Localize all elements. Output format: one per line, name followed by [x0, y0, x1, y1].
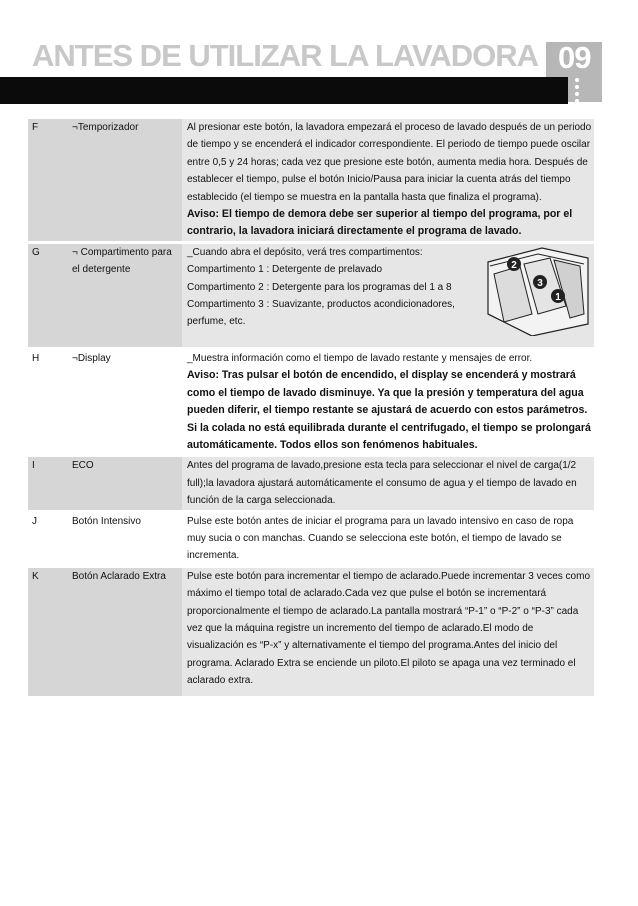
- row-code: K: [28, 568, 68, 696]
- row-description: [182, 568, 594, 696]
- row-description: [182, 457, 594, 509]
- row-code: I: [28, 457, 68, 509]
- row-name: ¬Display: [72, 352, 111, 364]
- detergent-drawer-image: [480, 244, 592, 336]
- svg-text:1: 1: [555, 291, 561, 303]
- row-name: ECO: [68, 457, 182, 509]
- row-description-text: Pulse este botón antes de iniciar el programa para un lavado intensivo en caso de ropa muy sucia o con manchas. Cuando se selecciona este botón, el tiempo de lavado se incrementa.: [187, 515, 574, 562]
- row-name: ¬ Compartimento para el detergente: [68, 244, 182, 347]
- table-row: [28, 568, 594, 696]
- row-code: H: [32, 352, 40, 364]
- row-description: [182, 513, 594, 565]
- row-description-text: _Muestra información como el tiempo de lavado restante y mensajes de error.: [187, 352, 533, 364]
- row-description-line: Compartimento 3 : Suavizante, productos acondicionadores, perfume, etc.: [187, 299, 455, 328]
- row-warning: Aviso: Tras pulsar el botón de encendido, el display se encenderá y mostrará como el tiempo de lavado disminuye. Ya que la presión y temperatura del agua pueden diferir, el tiempo restante se ajustará de acuerdo con estos parámetros. Si la colada no está equilibrada durante el centrifugado, el tiempo se prolongará automáticamente. Todos ellos son fenómenos habituales.: [187, 369, 591, 451]
- row-name: ¬Temporizador: [68, 119, 182, 241]
- table-row: [28, 457, 594, 509]
- table-row: [28, 119, 594, 241]
- row-code: J: [32, 515, 37, 527]
- row-description: [182, 244, 594, 347]
- row-name: Botón Aclarado Extra: [68, 568, 182, 696]
- row-code: F: [28, 119, 68, 241]
- row-description: [182, 350, 594, 454]
- table-row: [28, 244, 594, 347]
- row-description-text: Antes del programa de lavado,presione esta tecla para seleccionar el nivel de carga(1/2 full);la lavadora ajustará automáticamente el consumo de agua y el tiempo de lavado en función de la carga seleccionada.: [187, 460, 577, 507]
- controls-table: [28, 119, 594, 696]
- page-number: 09: [558, 40, 591, 75]
- row-warning: Aviso: El tiempo de demora debe ser superior al tiempo del programa, por el contrario, la lavadora iniciará directamente el programa de lavado.: [187, 208, 573, 238]
- table-row: [28, 513, 594, 565]
- page-dots-icon: [575, 78, 581, 106]
- table-row: [28, 350, 594, 454]
- row-description-text: Al presionar este botón, la lavadora empezará el proceso de lavado después de un periodo de tiempo y se encenderá el indicador correspondiente. El periodo de tiempo puede oscilar entre 0,5 y 24 horas; cada vez que presione este botón, aumenta media hora. Después de establecer el tiempo, pulse el botón Inicio/Pausa para iniciar la cuenta atrás del tiempo establecido (el tiempo se muestra en la pantalla hasta que finaliza el programa).: [187, 122, 592, 203]
- row-description-line: _Cuando abra el depósito, verá tres compartimentos:: [187, 246, 423, 258]
- svg-text:2: 2: [511, 259, 517, 271]
- header-bar: [0, 77, 568, 104]
- row-description: [182, 119, 594, 241]
- row-code: G: [28, 244, 68, 347]
- row-name: Botón Intensivo: [72, 515, 141, 527]
- row-description-line: Compartimento 2 : Detergente para los programas del 1 a 8: [187, 281, 452, 293]
- page-title: ANTES DE UTILIZAR LA LAVADORA: [32, 38, 539, 73]
- svg-text:3: 3: [537, 277, 543, 289]
- row-description-line: Compartimento 1 : Detergente de prelavado: [187, 264, 383, 276]
- row-description-text: Pulse este botón para incrementar el tiempo de aclarado.Puede incrementar 3 veces como máximo el tiempo total de aclarado.Cada vez que pulse el botón se incrementará proporcionalmente el tiempo de aclarado.La pantalla mostrará “P-1” o “P-2” o “P-3” cada vez que la máquina registre un incremento del tiempo de aclarado.El modo de visualización es “P-x” y alternativamente el tiempo del programa.Antes del inicio del programa. Aclarado Extra se enciende un piloto.El piloto se apaga una vez terminado el aclarado extra.: [187, 570, 591, 687]
